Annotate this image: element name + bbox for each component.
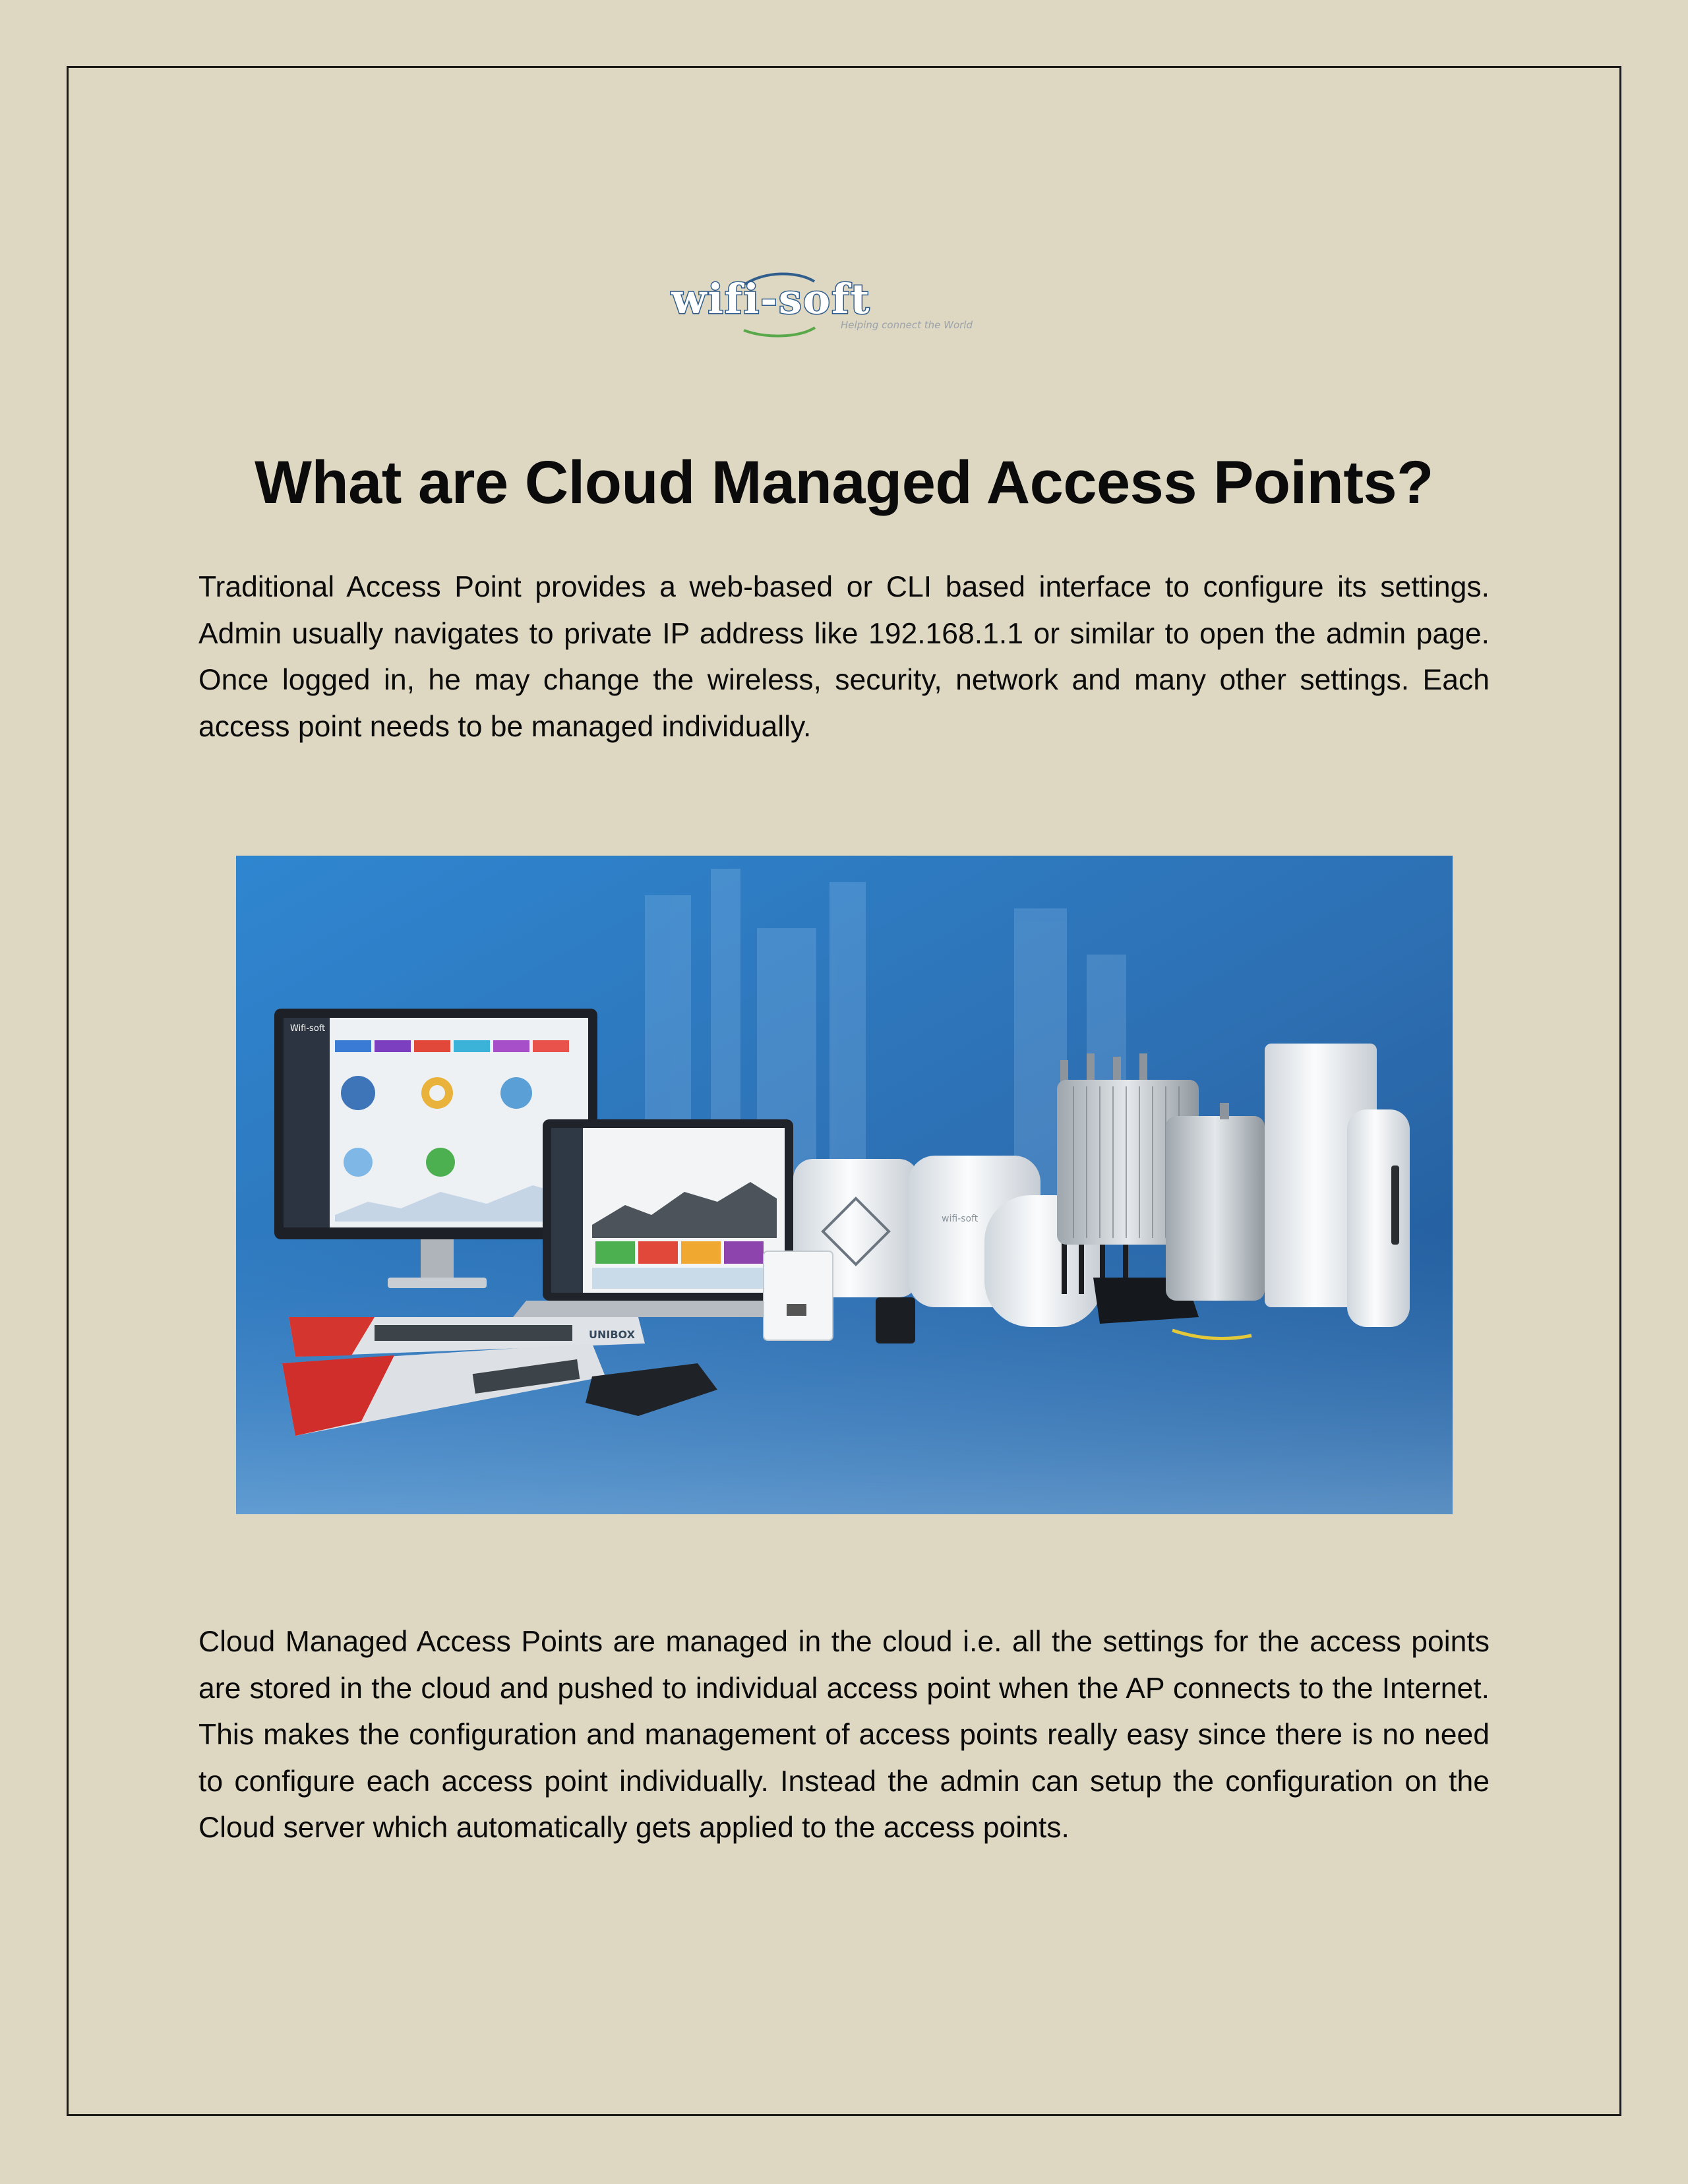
device-brand: wifi-soft: [942, 1214, 979, 1224]
intro-paragraph: Traditional Access Point provides a web-based or CLI based interface to configure its settings. Admin usually navigates to private IP address like 192.168.1.1 or similar to open the admin page. Once logged in, he may change the wireless, security, network and many other settings. Each access point needs to be managed individually.: [198, 571, 1490, 743]
router-label: UNIBOX: [589, 1328, 635, 1341]
cloud-paragraph: Cloud Managed Access Points are managed in the cloud i.e. all the settings for the access points are stored in the cloud and pushed to individual access point when the AP connects to the Internet. This makes the configuration and management of access points really easy since there is no need to configure each access point individually. Instead the admin can setup the configuration on the Cloud server which automatically gets applied to the access points.: [198, 1626, 1490, 1844]
logo-wordmark: wifi-soft: [671, 275, 871, 323]
wifi-soft-logo: [666, 267, 1029, 339]
page-title: What are Cloud Managed Access Points?: [255, 449, 1433, 516]
monitor-brand: Wifi-soft: [290, 1024, 326, 1034]
product-hero-image: [236, 856, 1453, 1514]
logo-tagline: Helping connect the World: [841, 319, 973, 331]
